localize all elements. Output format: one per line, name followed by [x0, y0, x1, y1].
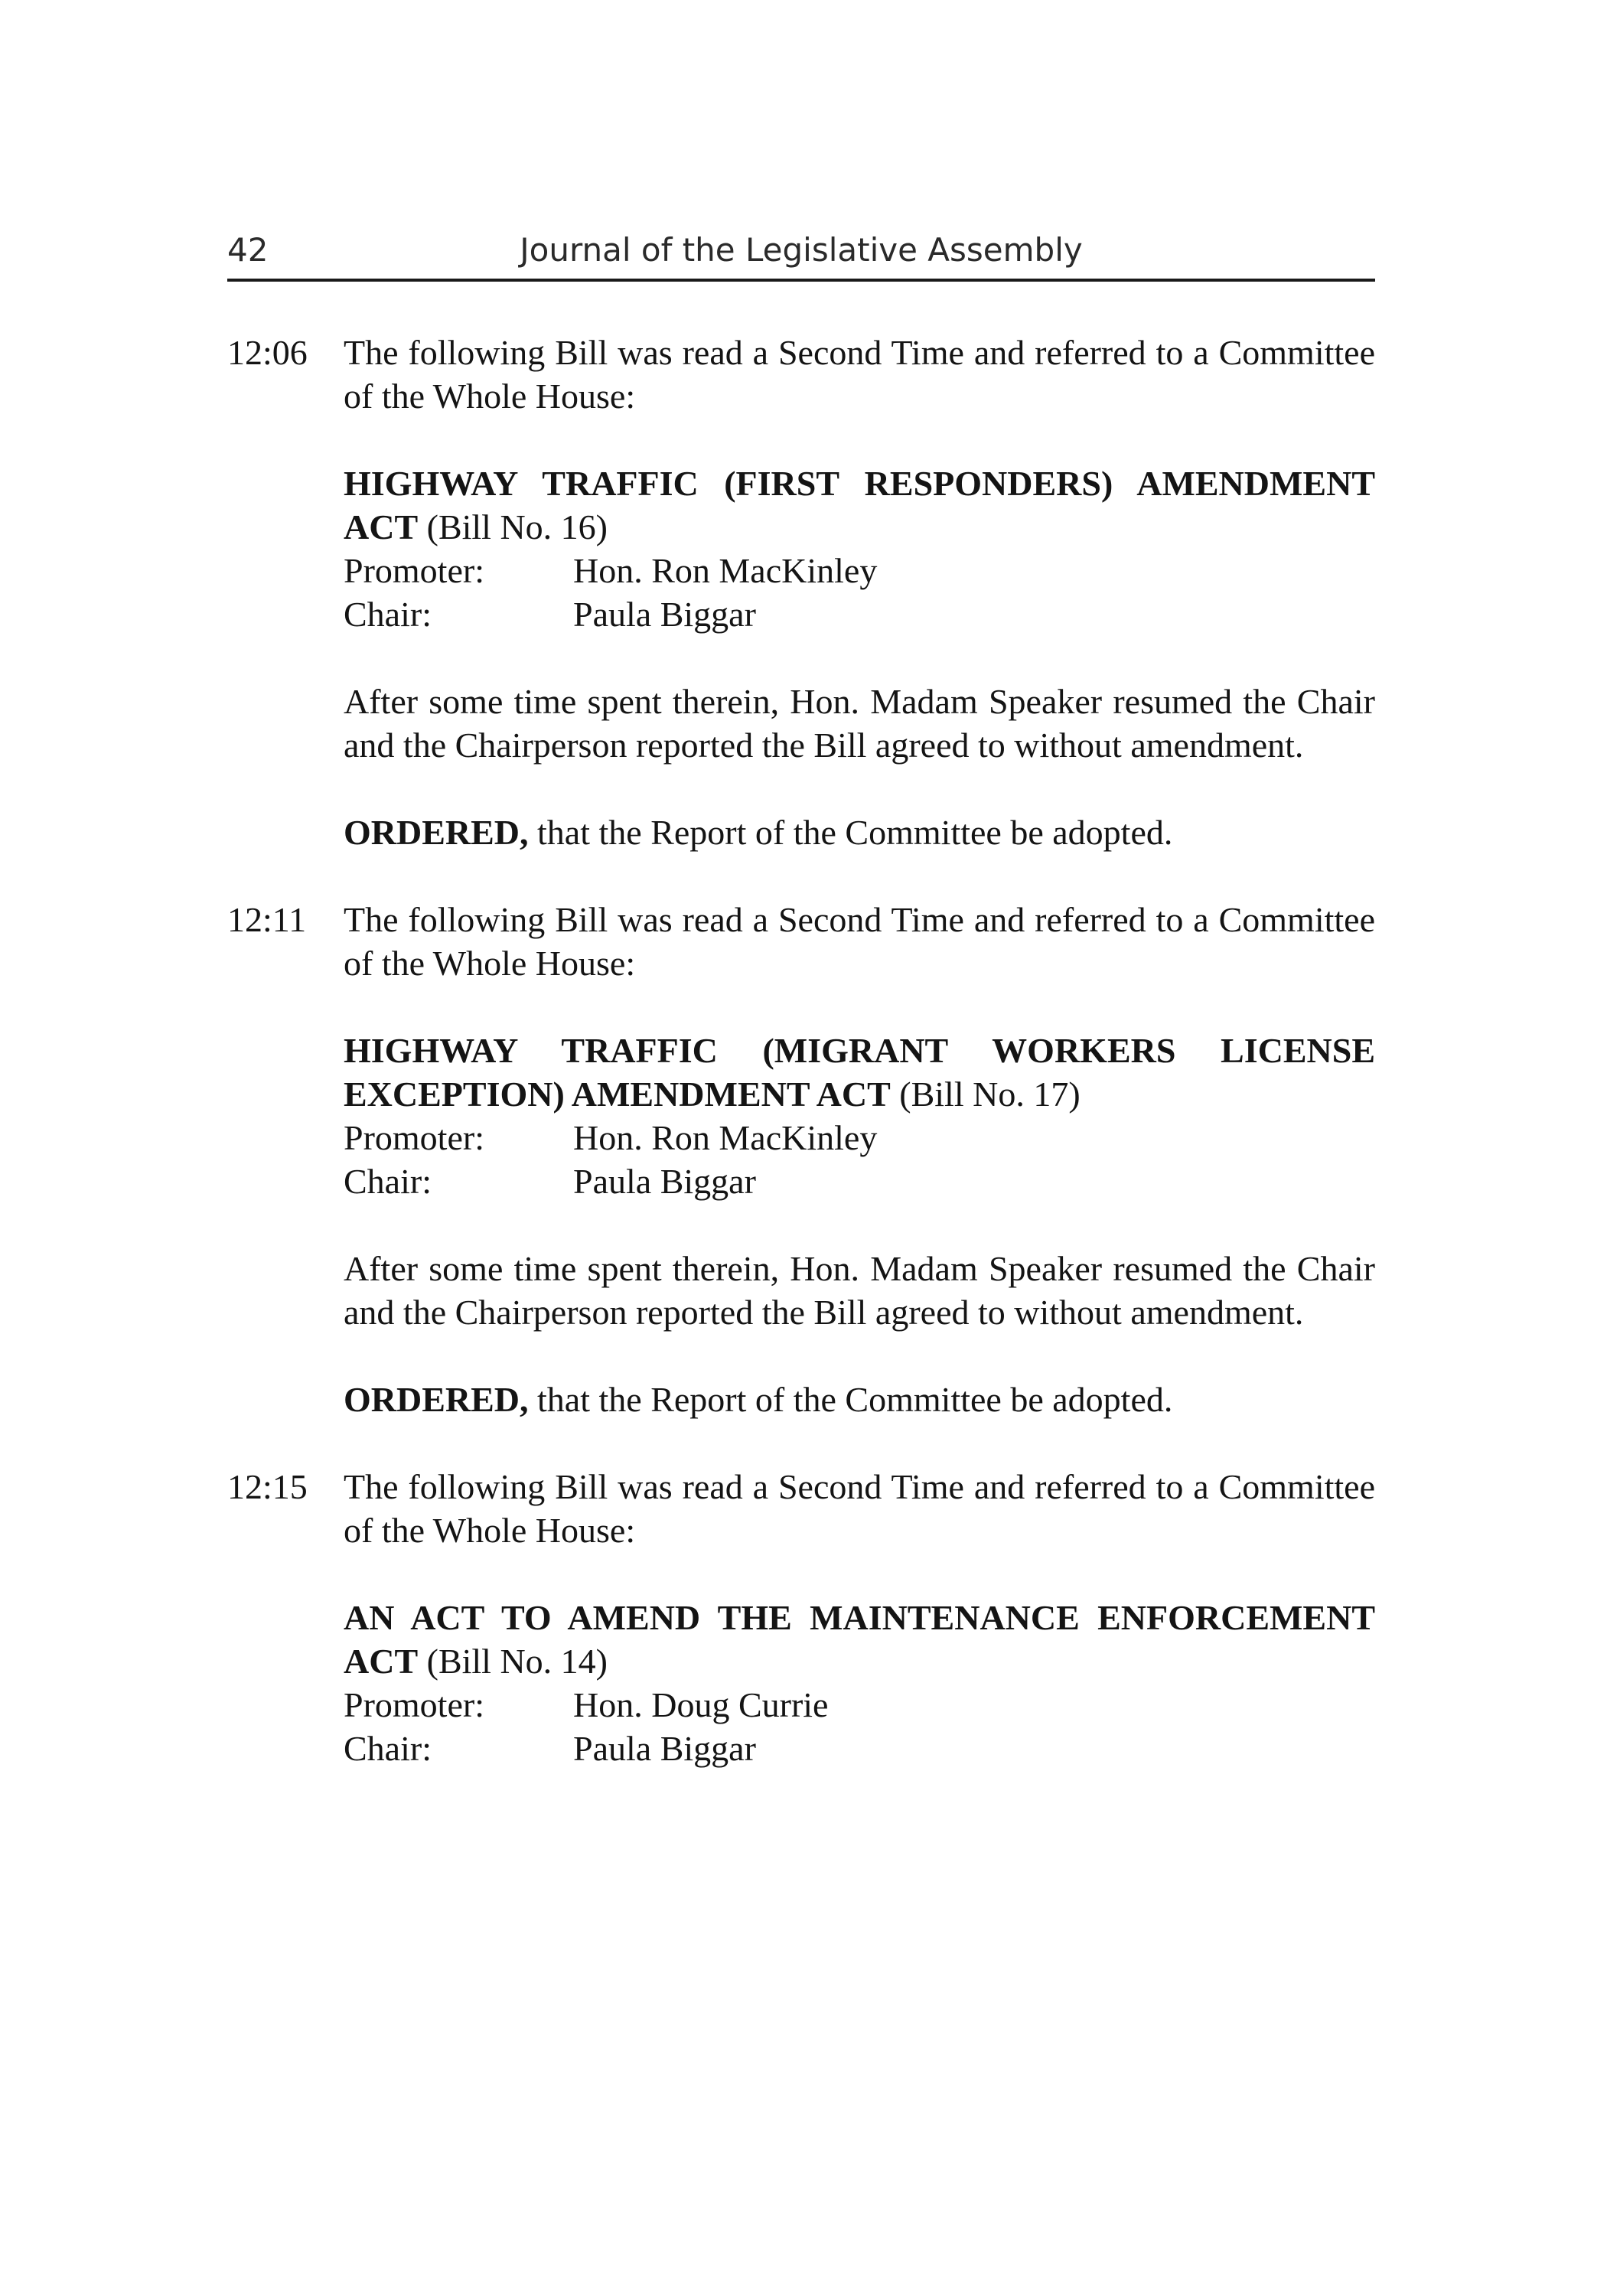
- bill-block: [344, 461, 1375, 636]
- chair-label: Chair:: [344, 1162, 432, 1201]
- ordered-label: ORDERED,: [344, 1380, 529, 1419]
- bill-heading: [344, 1596, 1375, 1683]
- promoter-name: Hon. Ron MacKinley: [573, 551, 878, 590]
- bill-title: HIGHWAY TRAFFIC (FIRST RESPONDERS) AMENDMENT ACT: [344, 464, 1375, 546]
- journal-title: Journal of the Legislative Assembly: [520, 231, 1083, 269]
- promoter-row: [344, 1683, 1375, 1727]
- chair-row: [344, 1727, 1375, 1770]
- ordered-label: ORDERED,: [344, 813, 529, 852]
- chair-label: Chair:: [344, 1729, 432, 1768]
- chair-name: Paula Biggar: [573, 1162, 756, 1201]
- bill-number: (Bill No. 16): [418, 507, 608, 546]
- promoter-name: Hon. Doug Currie: [573, 1685, 829, 1724]
- promoter-label: Promoter:: [344, 1118, 484, 1157]
- promoter-label: Promoter:: [344, 1685, 484, 1724]
- journal-entry: [227, 1465, 1375, 1770]
- entry-time: 12:11: [227, 900, 307, 939]
- entry-intro: The following Bill was read a Second Time and referred to a Committee of the Whole House:: [344, 900, 1375, 983]
- bill-number: (Bill No. 14): [418, 1642, 608, 1681]
- bill-block: [344, 1029, 1375, 1203]
- chair-row: [344, 1159, 1375, 1203]
- promoter-name: Hon. Ron MacKinley: [573, 1118, 878, 1157]
- bill-heading: [344, 1029, 1375, 1116]
- bill-number: (Bill No. 17): [890, 1075, 1081, 1114]
- bill-title: HIGHWAY TRAFFIC (MIGRANT WORKERS LICENSE EXCEPTION) AMENDMENT ACT: [344, 1031, 1375, 1114]
- committee-report: After some time spent therein, Hon. Madam Speaker resumed the Chair and the Chairperson reported the Bill agreed to without amendment.: [344, 1249, 1375, 1332]
- entry-intro: The following Bill was read a Second Time and referred to a Committee of the Whole House:: [344, 333, 1375, 416]
- entry-body: [344, 898, 1375, 1421]
- entry-time: 12:06: [227, 333, 308, 372]
- journal-entry: [227, 331, 1375, 854]
- chair-name: Paula Biggar: [573, 595, 756, 634]
- chair-label: Chair:: [344, 595, 432, 634]
- journal-entry: [227, 898, 1375, 1421]
- promoter-label: Promoter:: [344, 551, 484, 590]
- promoter-row: [344, 549, 1375, 592]
- entry-time: 12:15: [227, 1467, 308, 1506]
- bill-title: AN ACT TO AMEND THE MAINTENANCE ENFORCEMENT ACT: [344, 1598, 1375, 1681]
- committee-report: After some time spent therein, Hon. Madam Speaker resumed the Chair and the Chairperson reported the Bill agreed to without amendment.: [344, 682, 1375, 765]
- chair-name: Paula Biggar: [573, 1729, 756, 1768]
- bill-heading: [344, 461, 1375, 549]
- chair-row: [344, 592, 1375, 636]
- ordered-text: that the Report of the Committee be adopted.: [528, 813, 1173, 852]
- entry-body: [344, 331, 1375, 854]
- entry-body: [344, 1465, 1375, 1770]
- entry-intro: The following Bill was read a Second Time and referred to a Committee of the Whole House:: [344, 1467, 1375, 1550]
- promoter-row: [344, 1116, 1375, 1159]
- ordered-statement: [344, 810, 1375, 854]
- page-header: [227, 227, 1375, 282]
- ordered-statement: [344, 1378, 1375, 1421]
- journal-content: [227, 331, 1375, 1770]
- page-number: 42: [227, 231, 269, 269]
- bill-block: [344, 1596, 1375, 1770]
- ordered-text: that the Report of the Committee be adopted.: [528, 1380, 1173, 1419]
